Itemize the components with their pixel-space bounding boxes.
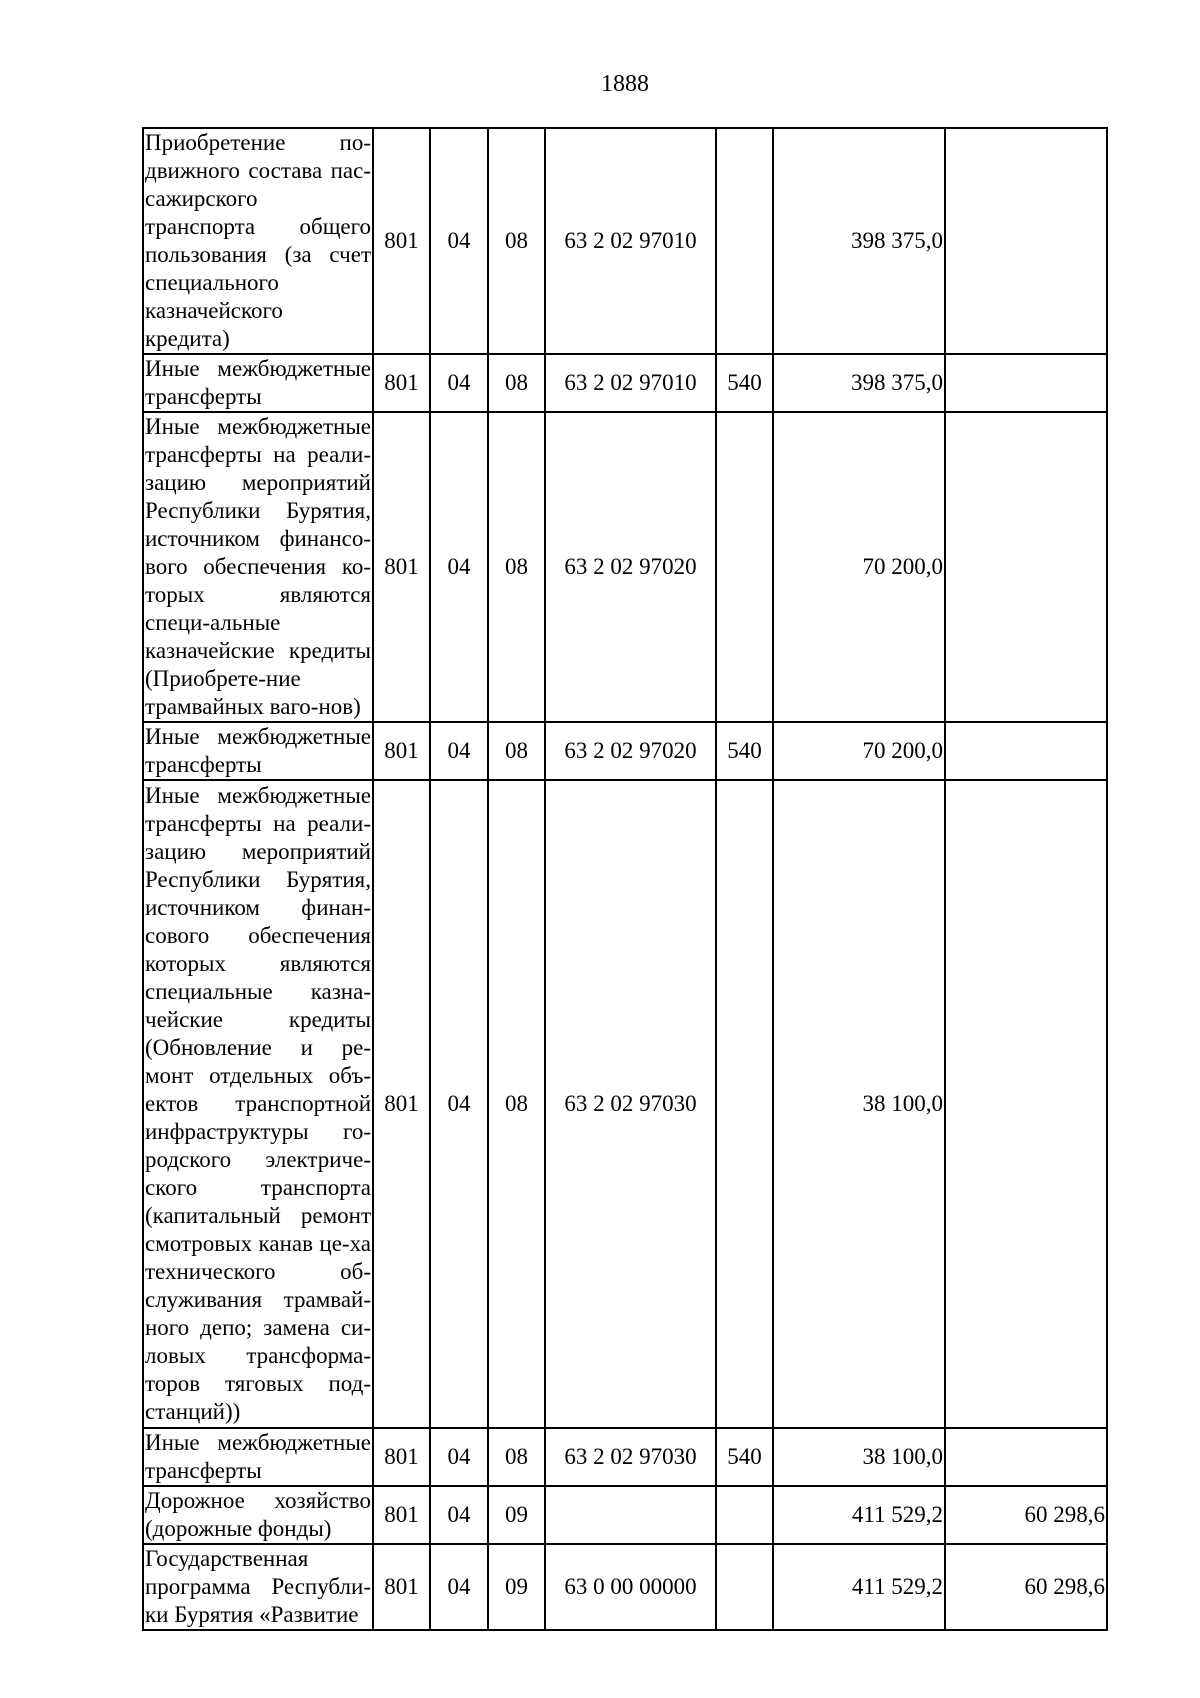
table-row [143,354,1107,412]
table-row [143,1428,1107,1486]
ved-cell: 801 [373,354,430,412]
expense-type-cell [716,1486,773,1544]
row-name-cell: Иные межбюджетные трансферты на реали-зацию мероприятий Республики Бурятия, источником финан-сового обеспечения которых являются специальные казна-чейские кредиты (Обновление и ре-монт отдельных объ-ектов транспортной инфраструктуры го-родского электриче-ского транспорта (капитальный ремонт смотровых канав це-ха технического об-служивания трамвай-ного депо; замена си-ловых трансформа-торов тяговых под-станций)) [143,780,373,1428]
sum-second-cell [945,412,1107,722]
ved-cell: 801 [373,412,430,722]
ved-cell: 801 [373,722,430,780]
section-cell: 04 [430,1428,488,1486]
expense-type-cell [716,412,773,722]
target-article-cell [545,1486,716,1544]
sum-second-cell: 60 298,6 [945,1486,1107,1544]
subsection-cell: 08 [488,780,545,1428]
section-cell: 04 [430,1544,488,1630]
target-article-cell: 63 0 00 00000 [545,1544,716,1630]
subsection-cell: 08 [488,1428,545,1486]
sum-cell: 411 529,2 [773,1544,945,1630]
sum-cell: 38 100,0 [773,1428,945,1486]
ved-cell: 801 [373,1428,430,1486]
expense-type-cell [716,128,773,354]
row-name-cell: Дорожное хозяйство (дорожные фонды) [143,1486,373,1544]
row-name-cell: Иные межбюджетные трансферты [143,722,373,780]
row-name-cell: Приобретение по-движного состава пас-сажирского транспорта общего пользования (за счет специального казначейского кредита) [143,128,373,354]
table-row [143,412,1107,722]
target-article-cell: 63 2 02 97020 [545,412,716,722]
target-article-cell: 63 2 02 97020 [545,722,716,780]
row-name-cell: Иные межбюджетные трансферты [143,1428,373,1486]
section-cell: 04 [430,412,488,722]
ved-cell: 801 [373,1544,430,1630]
expense-type-cell: 540 [716,354,773,412]
ved-cell: 801 [373,780,430,1428]
subsection-cell: 08 [488,412,545,722]
subsection-cell: 08 [488,354,545,412]
table-row [143,128,1107,354]
expense-type-cell: 540 [716,722,773,780]
sum-second-cell [945,780,1107,1428]
target-article-cell: 63 2 02 97030 [545,1428,716,1486]
section-cell: 04 [430,354,488,412]
section-cell: 04 [430,780,488,1428]
section-cell: 04 [430,722,488,780]
subsection-cell: 09 [488,1486,545,1544]
subsection-cell: 08 [488,128,545,354]
section-cell: 04 [430,1486,488,1544]
table-row [143,1486,1107,1544]
sum-second-cell: 60 298,6 [945,1544,1107,1630]
subsection-cell: 08 [488,722,545,780]
target-article-cell: 63 2 02 97030 [545,780,716,1428]
sum-second-cell [945,354,1107,412]
sum-cell: 411 529,2 [773,1486,945,1544]
sum-cell: 398 375,0 [773,128,945,354]
row-name-cell: Государственная программа Республи-ки Бурятия «Развитие [143,1544,373,1630]
subsection-cell: 09 [488,1544,545,1630]
row-name-cell: Иные межбюджетные трансферты на реали-зацию мероприятий Республики Бурятия, источником финансо-вого обеспечения ко-торых являются специ-альные казначейские кредиты (Приобрете-ние трамвайных ваго-нов) [143,412,373,722]
budget-table [142,127,1108,1631]
table-row [143,722,1107,780]
row-name-cell: Иные межбюджетные трансферты [143,354,373,412]
section-cell: 04 [430,128,488,354]
sum-second-cell [945,128,1107,354]
ved-cell: 801 [373,128,430,354]
expense-type-cell [716,1544,773,1630]
ved-cell: 801 [373,1486,430,1544]
table-row [143,1544,1107,1630]
sum-cell: 70 200,0 [773,412,945,722]
expense-type-cell: 540 [716,1428,773,1486]
sum-second-cell [945,1428,1107,1486]
target-article-cell: 63 2 02 97010 [545,128,716,354]
expense-type-cell [716,780,773,1428]
sum-cell: 70 200,0 [773,722,945,780]
sum-second-cell [945,722,1107,780]
sum-cell: 398 375,0 [773,354,945,412]
table-row [143,780,1107,1428]
page-number: 1888 [601,71,649,97]
sum-cell: 38 100,0 [773,780,945,1428]
target-article-cell: 63 2 02 97010 [545,354,716,412]
